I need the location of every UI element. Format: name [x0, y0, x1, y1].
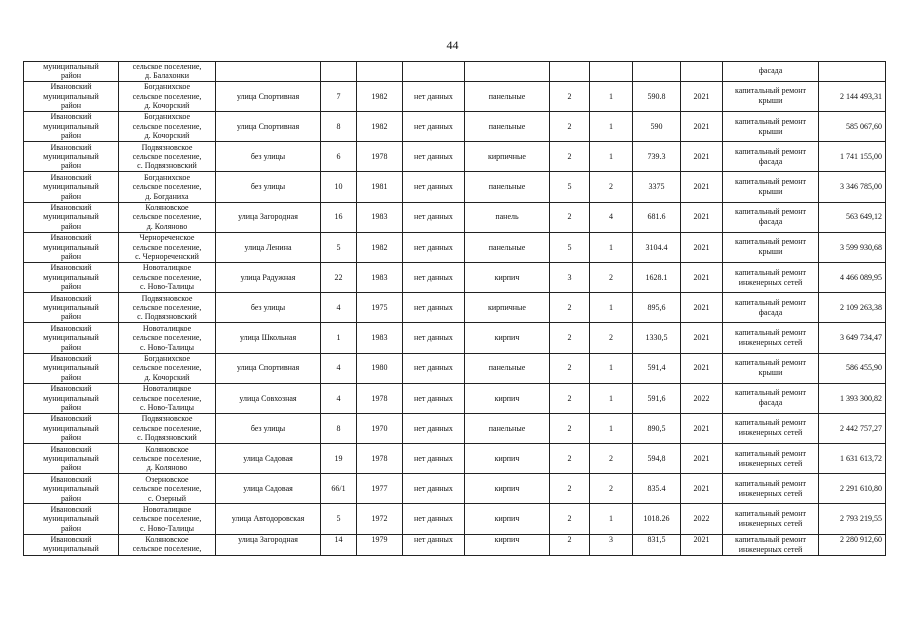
- cell-work: капитальный ремонт крыши: [723, 112, 819, 142]
- cell-plan-year: 2021: [681, 172, 723, 202]
- cell-house: 8: [321, 413, 357, 443]
- cell-walls: панельные: [465, 172, 550, 202]
- cell-status: нет данных: [403, 534, 465, 555]
- table-row: [24, 202, 886, 232]
- cell-cost: 3 599 930,68: [819, 232, 886, 262]
- cell-district: муниципальный район: [24, 62, 119, 82]
- cell-street: без улицы: [216, 413, 321, 443]
- cell-work: капитальный ремонт крыши: [723, 353, 819, 383]
- cell-area: 3104.4: [633, 232, 681, 262]
- cell-plan-year: 2021: [681, 262, 723, 292]
- cell-work: капитальный ремонт крыши: [723, 81, 819, 111]
- cell-walls: панельные: [465, 81, 550, 111]
- cell-entrances: [590, 62, 633, 82]
- cell-entrances: 2: [590, 474, 633, 504]
- cell-walls: кирпич: [465, 262, 550, 292]
- cell-status: нет данных: [403, 142, 465, 172]
- cell-walls: кирпичные: [465, 293, 550, 323]
- cell-year: 1979: [357, 534, 403, 555]
- cell-house: 4: [321, 293, 357, 323]
- cell-settlement: Озерновское сельское поселение, с. Озерный: [119, 474, 216, 504]
- cell-street: улица Школьная: [216, 323, 321, 353]
- cell-entrances: 1: [590, 504, 633, 534]
- cell-walls: [465, 62, 550, 82]
- cell-street: улица Совхозная: [216, 383, 321, 413]
- cell-status: нет данных: [403, 474, 465, 504]
- cell-year: 1978: [357, 444, 403, 474]
- cell-work: капитальный ремонт инженерных сетей: [723, 504, 819, 534]
- cell-house: 7: [321, 81, 357, 111]
- cell-area: 1018.26: [633, 504, 681, 534]
- cell-entrances: 1: [590, 232, 633, 262]
- cell-entrances: 1: [590, 112, 633, 142]
- cell-plan-year: 2021: [681, 413, 723, 443]
- cell-area: 835.4: [633, 474, 681, 504]
- cell-walls: кирпич: [465, 534, 550, 555]
- cell-year: 1982: [357, 232, 403, 262]
- cell-house: 5: [321, 504, 357, 534]
- cell-plan-year: 2021: [681, 81, 723, 111]
- cell-area: 590: [633, 112, 681, 142]
- cell-area: 895,6: [633, 293, 681, 323]
- cell-cost: 2 144 493,31: [819, 81, 886, 111]
- cell-house: 8: [321, 112, 357, 142]
- cell-entrances: 1: [590, 81, 633, 111]
- cell-cost: 2 280 912,60: [819, 534, 886, 555]
- cell-street: улица Спортивная: [216, 112, 321, 142]
- cell-street: без улицы: [216, 142, 321, 172]
- cell-floors: 2: [550, 534, 590, 555]
- table-row-partial-top: [24, 62, 886, 82]
- cell-entrances: 2: [590, 262, 633, 292]
- cell-house: [321, 62, 357, 82]
- cell-cost: 3 346 785,00: [819, 172, 886, 202]
- cell-street: [216, 62, 321, 82]
- cell-settlement: Новоталицкое сельское поселение, с. Ново-Талицы: [119, 323, 216, 353]
- cell-district: Ивановский муниципальный район: [24, 81, 119, 111]
- table-row: [24, 444, 886, 474]
- cell-street: без улицы: [216, 293, 321, 323]
- cell-street: улица Садовая: [216, 444, 321, 474]
- cell-area: 590.8: [633, 81, 681, 111]
- cell-street: улица Радужная: [216, 262, 321, 292]
- cell-entrances: 2: [590, 323, 633, 353]
- cell-year: 1981: [357, 172, 403, 202]
- cell-cost: 586 455,90: [819, 353, 886, 383]
- cell-plan-year: 2021: [681, 142, 723, 172]
- cell-walls: панель: [465, 202, 550, 232]
- cell-house: 16: [321, 202, 357, 232]
- cell-entrances: 1: [590, 353, 633, 383]
- cell-walls: кирпич: [465, 383, 550, 413]
- cell-work: фасада: [723, 62, 819, 82]
- cell-district: Ивановский муниципальный район: [24, 383, 119, 413]
- cell-year: [357, 62, 403, 82]
- cell-area: 591,6: [633, 383, 681, 413]
- cell-plan-year: 2021: [681, 112, 723, 142]
- cell-work: капитальный ремонт крыши: [723, 172, 819, 202]
- cell-cost: 4 466 089,95: [819, 262, 886, 292]
- table-row: [24, 142, 886, 172]
- cell-district: Ивановский муниципальный район: [24, 323, 119, 353]
- table-row: [24, 413, 886, 443]
- cell-settlement: Коляновское сельское поселение, д. Коляново: [119, 444, 216, 474]
- cell-street: улица Садовая: [216, 474, 321, 504]
- cell-floors: 2: [550, 323, 590, 353]
- cell-cost: 2 291 610,80: [819, 474, 886, 504]
- cell-walls: панельные: [465, 353, 550, 383]
- table-row: [24, 504, 886, 534]
- housing-repair-table: [23, 61, 886, 556]
- cell-work: капитальный ремонт фасада: [723, 293, 819, 323]
- cell-district: Ивановский муниципальный район: [24, 202, 119, 232]
- cell-house: 14: [321, 534, 357, 555]
- cell-settlement: Новоталицкое сельское поселение, с. Ново-Талицы: [119, 383, 216, 413]
- cell-area: 1628.1: [633, 262, 681, 292]
- cell-settlement: Новоталицкое сельское поселение, с. Ново-Талицы: [119, 262, 216, 292]
- cell-walls: кирпич: [465, 504, 550, 534]
- cell-house: 6: [321, 142, 357, 172]
- cell-year: 1982: [357, 112, 403, 142]
- cell-plan-year: 2021: [681, 444, 723, 474]
- cell-floors: 2: [550, 293, 590, 323]
- cell-work: капитальный ремонт инженерных сетей: [723, 323, 819, 353]
- cell-entrances: 3: [590, 534, 633, 555]
- cell-cost: 563 649,12: [819, 202, 886, 232]
- cell-house: 1: [321, 323, 357, 353]
- cell-district: Ивановский муниципальный район: [24, 172, 119, 202]
- cell-cost: 1 741 155,00: [819, 142, 886, 172]
- cell-settlement: Богданихское сельское поселение, д. Кочорский: [119, 112, 216, 142]
- cell-entrances: 2: [590, 172, 633, 202]
- cell-entrances: 4: [590, 202, 633, 232]
- cell-status: нет данных: [403, 444, 465, 474]
- cell-cost: 3 649 734,47: [819, 323, 886, 353]
- cell-status: нет данных: [403, 81, 465, 111]
- cell-work: капитальный ремонт инженерных сетей: [723, 474, 819, 504]
- cell-plan-year: 2021: [681, 353, 723, 383]
- cell-street: улица Автодоровская: [216, 504, 321, 534]
- cell-walls: кирпич: [465, 474, 550, 504]
- cell-settlement: Подвязновское сельское поселение, с. Подвязновский: [119, 142, 216, 172]
- table-row: [24, 172, 886, 202]
- cell-district: Ивановский муниципальный район: [24, 474, 119, 504]
- cell-district: Ивановский муниципальный район: [24, 112, 119, 142]
- cell-district: Ивановский муниципальный район: [24, 262, 119, 292]
- cell-street: без улицы: [216, 172, 321, 202]
- cell-year: 1978: [357, 142, 403, 172]
- cell-entrances: 1: [590, 413, 633, 443]
- cell-work: капитальный ремонт фасада: [723, 202, 819, 232]
- cell-district: Ивановский муниципальный район: [24, 293, 119, 323]
- cell-district: Ивановский муниципальный район: [24, 413, 119, 443]
- table-row: [24, 383, 886, 413]
- cell-walls: кирпич: [465, 323, 550, 353]
- cell-walls: панельные: [465, 413, 550, 443]
- cell-status: нет данных: [403, 262, 465, 292]
- cell-district: Ивановский муниципальный район: [24, 444, 119, 474]
- cell-year: 1977: [357, 474, 403, 504]
- cell-year: 1983: [357, 323, 403, 353]
- cell-plan-year: 2021: [681, 474, 723, 504]
- cell-status: нет данных: [403, 353, 465, 383]
- cell-plan-year: 2021: [681, 293, 723, 323]
- cell-status: нет данных: [403, 293, 465, 323]
- cell-walls: панельные: [465, 232, 550, 262]
- cell-status: нет данных: [403, 413, 465, 443]
- cell-cost: 1 631 613,72: [819, 444, 886, 474]
- cell-street: улица Загородная: [216, 202, 321, 232]
- cell-cost: 2 793 219,55: [819, 504, 886, 534]
- cell-year: 1983: [357, 202, 403, 232]
- cell-work: капитальный ремонт инженерных сетей: [723, 413, 819, 443]
- cell-floors: 2: [550, 112, 590, 142]
- table-row: [24, 353, 886, 383]
- cell-house: 66/1: [321, 474, 357, 504]
- cell-walls: кирпичные: [465, 142, 550, 172]
- cell-year: 1975: [357, 293, 403, 323]
- cell-settlement: Подвязновское сельское поселение, с. Подвязновский: [119, 413, 216, 443]
- cell-house: 5: [321, 232, 357, 262]
- cell-house: 4: [321, 353, 357, 383]
- cell-district: Ивановский муниципальный район: [24, 353, 119, 383]
- cell-settlement: Коляновское сельское поселение,: [119, 534, 216, 555]
- cell-settlement: Новоталицкое сельское поселение, с. Ново-Талицы: [119, 504, 216, 534]
- table-row-partial-bottom: [24, 534, 886, 555]
- cell-settlement: Богданихское сельское поселение, д. Богданиха: [119, 172, 216, 202]
- cell-cost: [819, 62, 886, 82]
- cell-work: капитальный ремонт крыши: [723, 232, 819, 262]
- cell-status: нет данных: [403, 383, 465, 413]
- cell-cost: 2 442 757,27: [819, 413, 886, 443]
- cell-year: 1980: [357, 353, 403, 383]
- cell-floors: 5: [550, 232, 590, 262]
- cell-plan-year: [681, 62, 723, 82]
- cell-area: 739.3: [633, 142, 681, 172]
- cell-plan-year: 2021: [681, 534, 723, 555]
- cell-floors: 2: [550, 504, 590, 534]
- cell-status: нет данных: [403, 112, 465, 142]
- cell-floors: 2: [550, 142, 590, 172]
- cell-settlement: Богданихское сельское поселение, д. Кочорский: [119, 353, 216, 383]
- cell-year: 1982: [357, 81, 403, 111]
- cell-settlement: Богданихское сельское поселение, д. Кочорский: [119, 81, 216, 111]
- cell-status: нет данных: [403, 323, 465, 353]
- cell-plan-year: 2022: [681, 504, 723, 534]
- cell-settlement: Чернореченское сельское поселение, с. Чернореченский: [119, 232, 216, 262]
- page-number: 44: [446, 38, 459, 52]
- table-row: [24, 81, 886, 111]
- cell-plan-year: 2021: [681, 323, 723, 353]
- table-row: [24, 293, 886, 323]
- cell-work: капитальный ремонт фасада: [723, 142, 819, 172]
- table-row: [24, 474, 886, 504]
- cell-floors: 2: [550, 474, 590, 504]
- cell-house: 4: [321, 383, 357, 413]
- cell-area: 831,5: [633, 534, 681, 555]
- cell-district: Ивановский муниципальный район: [24, 232, 119, 262]
- cell-plan-year: 2022: [681, 383, 723, 413]
- cell-area: [633, 62, 681, 82]
- cell-status: [403, 62, 465, 82]
- cell-cost: 585 067,60: [819, 112, 886, 142]
- cell-year: 1983: [357, 262, 403, 292]
- table-row: [24, 112, 886, 142]
- cell-district: Ивановский муниципальный район: [24, 142, 119, 172]
- cell-settlement: Подвязновское сельское поселение, с. Подвязновский: [119, 293, 216, 323]
- cell-floors: 2: [550, 81, 590, 111]
- cell-settlement: сельское поселение, д. Балахонки: [119, 62, 216, 82]
- cell-house: 19: [321, 444, 357, 474]
- cell-entrances: 1: [590, 293, 633, 323]
- cell-cost: 2 109 263,38: [819, 293, 886, 323]
- cell-year: 1978: [357, 383, 403, 413]
- cell-floors: 2: [550, 353, 590, 383]
- cell-floors: 2: [550, 444, 590, 474]
- cell-house: 22: [321, 262, 357, 292]
- cell-floors: 2: [550, 202, 590, 232]
- cell-settlement: Коляновское сельское поселение, д. Коляново: [119, 202, 216, 232]
- cell-entrances: 1: [590, 142, 633, 172]
- cell-floors: [550, 62, 590, 82]
- cell-cost: 1 393 300,82: [819, 383, 886, 413]
- cell-floors: 2: [550, 383, 590, 413]
- cell-entrances: 1: [590, 383, 633, 413]
- cell-entrances: 2: [590, 444, 633, 474]
- cell-status: нет данных: [403, 202, 465, 232]
- cell-work: капитальный ремонт фасада: [723, 383, 819, 413]
- cell-street: улица Спортивная: [216, 353, 321, 383]
- cell-plan-year: 2021: [681, 232, 723, 262]
- cell-year: 1970: [357, 413, 403, 443]
- cell-work: капитальный ремонт инженерных сетей: [723, 262, 819, 292]
- cell-district: Ивановский муниципальный: [24, 534, 119, 555]
- cell-area: 1330,5: [633, 323, 681, 353]
- cell-district: Ивановский муниципальный район: [24, 504, 119, 534]
- cell-floors: 5: [550, 172, 590, 202]
- cell-status: нет данных: [403, 504, 465, 534]
- table-row: [24, 232, 886, 262]
- cell-street: улица Ленина: [216, 232, 321, 262]
- cell-floors: 3: [550, 262, 590, 292]
- table-body: [24, 62, 886, 556]
- cell-area: 591,4: [633, 353, 681, 383]
- cell-street: улица Загородная: [216, 534, 321, 555]
- cell-area: 594,8: [633, 444, 681, 474]
- cell-house: 10: [321, 172, 357, 202]
- cell-walls: кирпич: [465, 444, 550, 474]
- cell-status: нет данных: [403, 232, 465, 262]
- cell-status: нет данных: [403, 172, 465, 202]
- cell-work: капитальный ремонт инженерных сетей: [723, 534, 819, 555]
- cell-floors: 2: [550, 413, 590, 443]
- cell-area: 890,5: [633, 413, 681, 443]
- cell-area: 681.6: [633, 202, 681, 232]
- cell-street: улица Спортивная: [216, 81, 321, 111]
- cell-plan-year: 2021: [681, 202, 723, 232]
- table-row: [24, 323, 886, 353]
- table-row: [24, 262, 886, 292]
- cell-work: капитальный ремонт инженерных сетей: [723, 444, 819, 474]
- cell-walls: панельные: [465, 112, 550, 142]
- cell-year: 1972: [357, 504, 403, 534]
- cell-area: 3375: [633, 172, 681, 202]
